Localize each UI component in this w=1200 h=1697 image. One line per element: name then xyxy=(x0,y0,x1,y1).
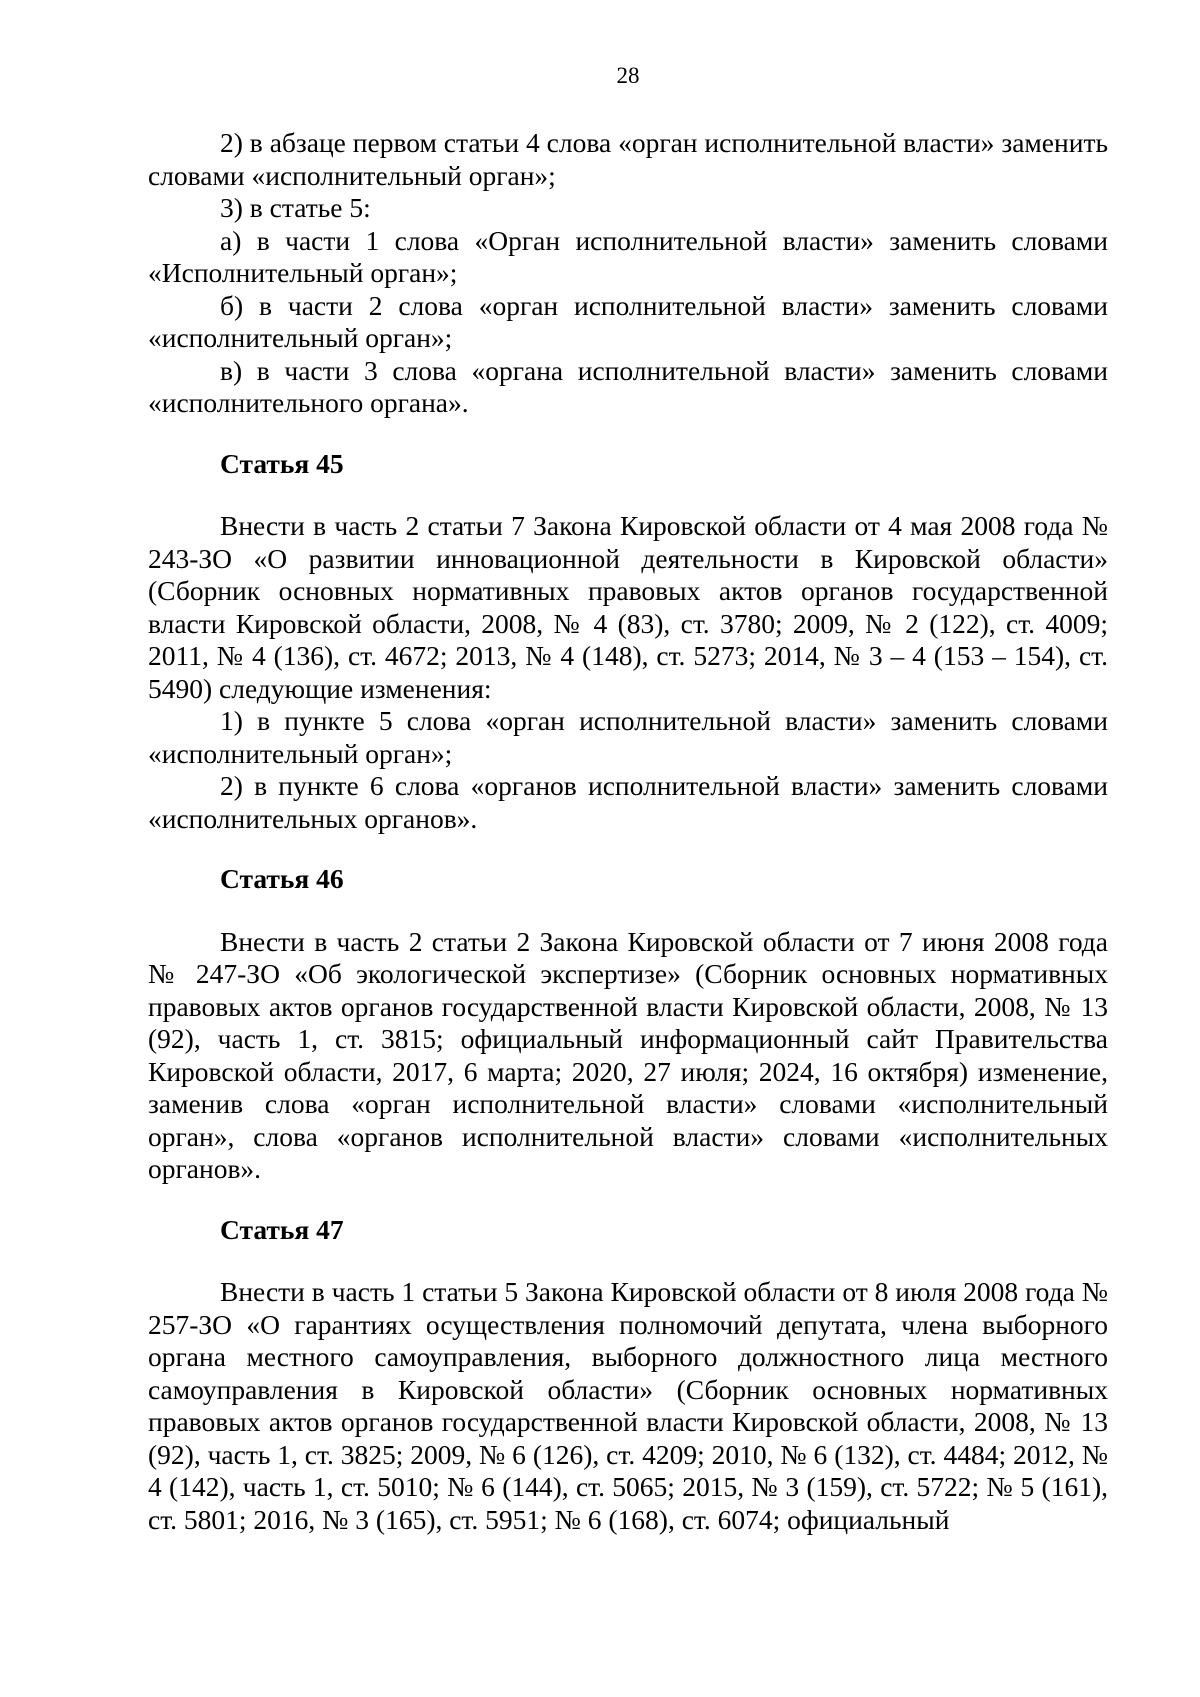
article-46-paragraph-1: Внести в часть 2 статьи 2 Закона Кировской области от 7 июня 2008 года № 247-ЗО «Об экологической экспертизе» (Сборник основных нормативных правовых актов органов государственной власти Кировской области, 2008, № 13 (92), часть 1, ст. 3815; официальный информационный сайт Правительства Кировской области, 2017, 6 марта; 2020, 27 июля; 2024, 16 октября) изменение, заменив слова «орган исполнительной власти» словами «исполнительный орган», слова «органов исполнительной власти» словами «исполнительных органов». xyxy=(148,925,1108,1184)
article-45-heading: Статья 45 xyxy=(220,447,344,479)
article-46-heading: Статья 46 xyxy=(220,863,344,894)
article-45-paragraph-3: 2) в пункте 6 слова «органов исполнительной власти» заменить словами «исполнительных органов». xyxy=(148,770,1108,834)
paragraph-subitem-v: в) в части 3 слова «органа исполнительной власти» заменить словами «исполнительного органа». xyxy=(148,354,1108,418)
article-45-paragraph-1: Внести в часть 2 статьи 7 Закона Кировской области от 4 мая 2008 года № 243-ЗО «О развитии инновационной деятельности в Кировской области» (Сборник основных нормативных правовых актов органов государственной власти Кировской области, 2008, № 4 (83), ст. 3780; 2009, № 2 (122), ст. 4009; 2011, № 4 (136), ст. 4672; 2013, № 4 (148), ст. 5273; 2014, № 3 – 4 (153 – 154), ст. 5490) следующие изменения: xyxy=(148,510,1108,704)
article-45-paragraph-2: 1) в пункте 5 слова «орган исполнительной власти» заменить словами «исполнительный орган»; xyxy=(148,705,1108,769)
paragraph-subitem-b: б) в части 2 слова «орган исполнительной власти» заменить словами «исполнительный орган»; xyxy=(148,289,1108,353)
paragraph-subitem-a: а) в части 1 слова «Орган исполнительной власти» заменить словами «Исполнительный орган»; xyxy=(148,224,1108,288)
paragraph-item-3: 3) в статье 5: xyxy=(220,192,371,223)
article-47-heading: Статья 47 xyxy=(220,1213,344,1245)
article-47-paragraph-1: Внести в часть 1 статьи 5 Закона Кировской области от 8 июля 2008 года № 257-ЗО «О гарантиях осуществления полномочий депутата, члена выборного органа местного самоуправления, выборного должностного лица местного самоуправления в Кировской области» (Сборник основных нормативных правовых актов органов государственной власти Кировской области, 2008, № 13 (92), часть 1, ст. 3825; 2009, № 6 (126), ст. 4209; 2010, № 6 (132), ст. 4484; 2012, № 4 (142), часть 1, ст. 5010; № 6 (144), ст. 5065; 2015, № 3 (159), ст. 5722; № 5 (161), ст. 5801; 2016, № 3 (165), ст. 5951; № 6 (168), ст. 6074; официальный xyxy=(148,1276,1108,1535)
paragraph-item-2: 2) в абзаце первом статьи 4 слова «орган исполнительной власти» заменить словами «исполнительный орган»; xyxy=(148,127,1108,191)
page-content xyxy=(148,60,1108,1536)
page-number: 28 xyxy=(616,63,640,88)
